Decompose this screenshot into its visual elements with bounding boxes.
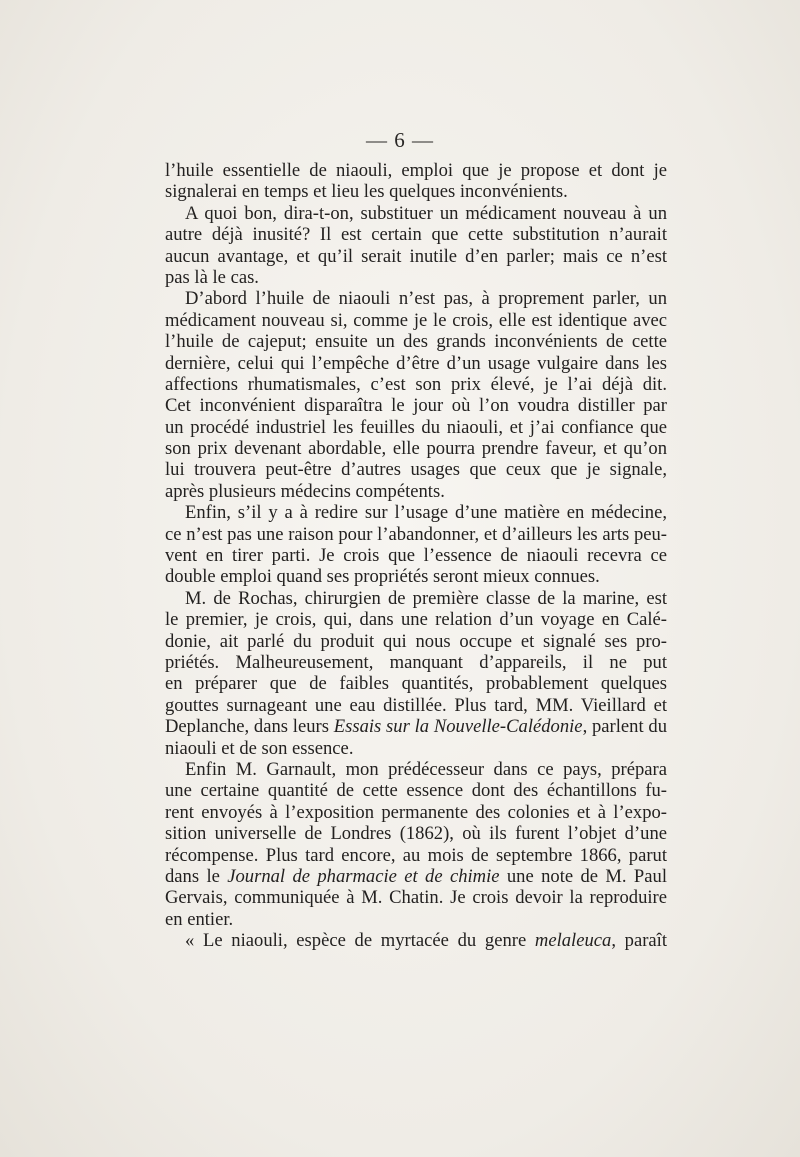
text-line-content: en entier. xyxy=(165,908,234,930)
text-line xyxy=(165,481,667,502)
text-line xyxy=(165,631,667,652)
text-line xyxy=(165,203,667,224)
text-line-content: Enfin M. Garnault, mon prédécesseur dans ce pays, prépara xyxy=(185,758,667,780)
text-line-content: son prix devenant abordable, elle pourra prendre faveur, et qu’on xyxy=(165,438,667,460)
page-number: — 6 — xyxy=(366,128,434,152)
text-line-content: l’huile essentielle de niaouli, emploi que je propose et dont je xyxy=(165,160,667,181)
text-line-content: priétés. Malheureusement, manquant d’appareils, il ne put xyxy=(165,651,667,673)
text-line xyxy=(165,823,667,844)
text-line-continuation: , paraît xyxy=(611,930,668,952)
text-line xyxy=(165,374,667,395)
text-line-content: M. de Rochas, chirurgien de première classe de la marine, est xyxy=(185,587,667,609)
text-line-content: signalerai en temps et lieu les quelques inconvénients. xyxy=(165,181,568,203)
text-line-content: dernière, celui qui l’empêche d’être d’un usage vulgaire dans les xyxy=(165,352,667,374)
text-line-content: l’huile de cajeput; ensuite un des grands inconvénients de cette xyxy=(165,331,667,353)
text-line xyxy=(165,716,667,737)
text-line-content: dans le xyxy=(165,865,228,887)
text-line-content: après plusieurs médecins compétents. xyxy=(165,480,445,502)
text-line xyxy=(165,609,667,630)
text-line xyxy=(165,353,667,374)
text-line xyxy=(165,909,667,930)
text-line xyxy=(165,310,667,331)
text-line xyxy=(165,459,667,480)
text-line xyxy=(165,845,667,866)
text-line-content: ce n’est pas une raison pour l’abandonner, et d’ailleurs les arts peu- xyxy=(165,523,667,545)
text-line-content: médicament nouveau si, comme je le crois, elle est identique avec xyxy=(165,309,667,331)
text-line xyxy=(165,502,667,523)
body-text xyxy=(165,160,667,951)
text-line xyxy=(165,588,667,609)
text-line xyxy=(165,246,667,267)
italic-title: melaleuca xyxy=(534,930,612,952)
text-line-content: A quoi bon, dira-t-on, substituer un médicament nouveau à un xyxy=(185,202,667,224)
text-line xyxy=(165,524,667,545)
text-line-content: donie, ait parlé du produit qui nous occupe et signalé ses pro- xyxy=(165,630,667,652)
text-line xyxy=(165,695,667,716)
text-line xyxy=(165,887,667,908)
text-line-content: « Le niaouli, espèce de myrtacée du genre xyxy=(185,930,535,952)
text-line-content: pas là le cas. xyxy=(165,266,259,288)
text-line xyxy=(165,566,667,587)
text-line-continuation: , parlent du xyxy=(582,716,667,738)
text-line-content: Cet inconvénient disparaîtra le jour où l’on voudra distiller par xyxy=(165,395,667,417)
text-line-content: gouttes surnageant une eau distillée. Plus tard, MM. Vieillard et xyxy=(165,694,667,716)
text-line-content: autre déjà inusité? Il est certain que cette substitution n’aurait xyxy=(165,224,667,246)
text-line-content: un procédé industriel les feuilles du niaouli, et j’ai confiance que xyxy=(165,416,667,438)
text-line xyxy=(165,802,667,823)
text-line xyxy=(165,395,667,416)
text-line xyxy=(165,738,667,759)
text-line-content: lui trouvera peut-être d’autres usages que ceux que je signale, xyxy=(165,459,667,481)
text-line-content: Enfin, s’il y a à redire sur l’usage d’une matière en médecine, xyxy=(185,502,667,524)
text-line-content: double emploi quand ses propriétés seront mieux connues. xyxy=(165,566,600,588)
text-line-content: récompense. Plus tard encore, au mois de septembre 1866, parut xyxy=(165,844,667,866)
text-line xyxy=(165,331,667,352)
text-line xyxy=(165,160,667,181)
text-line-content: D’abord l’huile de niaouli n’est pas, à proprement parler, un xyxy=(185,288,667,310)
italic-title: Essais sur la Nouvelle-Calédonie xyxy=(333,716,583,738)
text-line-content: rent envoyés à l’exposition permanente des colonies et à l’expo- xyxy=(165,801,667,823)
italic-title: Journal de pharmacie et de chimie xyxy=(227,865,500,887)
text-line xyxy=(165,930,667,951)
text-line-content: une certaine quantité de cette essence dont des échantillons fu- xyxy=(165,780,667,802)
text-line-content: sition universelle de Londres (1862), où ils furent l’objet d’une xyxy=(165,823,667,845)
text-line-content: Deplanche, dans leurs xyxy=(165,716,334,738)
text-line xyxy=(165,866,667,887)
text-line xyxy=(165,181,667,202)
text-line-content: affections rhumatismales, c’est son prix élevé, je l’ai déjà dit. xyxy=(165,373,667,395)
text-line-content: le premier, je crois, qui, dans une relation d’un voyage en Calé- xyxy=(165,609,667,631)
text-line xyxy=(165,545,667,566)
text-line-content: niaouli et de son essence. xyxy=(165,737,354,759)
text-line xyxy=(165,224,667,245)
text-line-continuation: une note de M. Paul xyxy=(499,865,667,887)
text-line xyxy=(165,780,667,801)
text-line-content: en préparer que de faibles quantités, probablement quelques xyxy=(165,673,667,695)
text-line xyxy=(165,417,667,438)
text-line-content: aucun avantage, et qu’il serait inutile d’en parler; mais ce n’est xyxy=(165,245,667,267)
text-line-content: Gervais, communiquée à M. Chatin. Je crois devoir la reproduire xyxy=(165,887,667,909)
text-line xyxy=(165,759,667,780)
text-line xyxy=(165,673,667,694)
text-line xyxy=(165,652,667,673)
text-line xyxy=(165,288,667,309)
text-line-content: vent en tirer parti. Je crois que l’essence de niaouli recevra ce xyxy=(165,545,667,567)
text-line xyxy=(165,267,667,288)
text-line xyxy=(165,438,667,459)
